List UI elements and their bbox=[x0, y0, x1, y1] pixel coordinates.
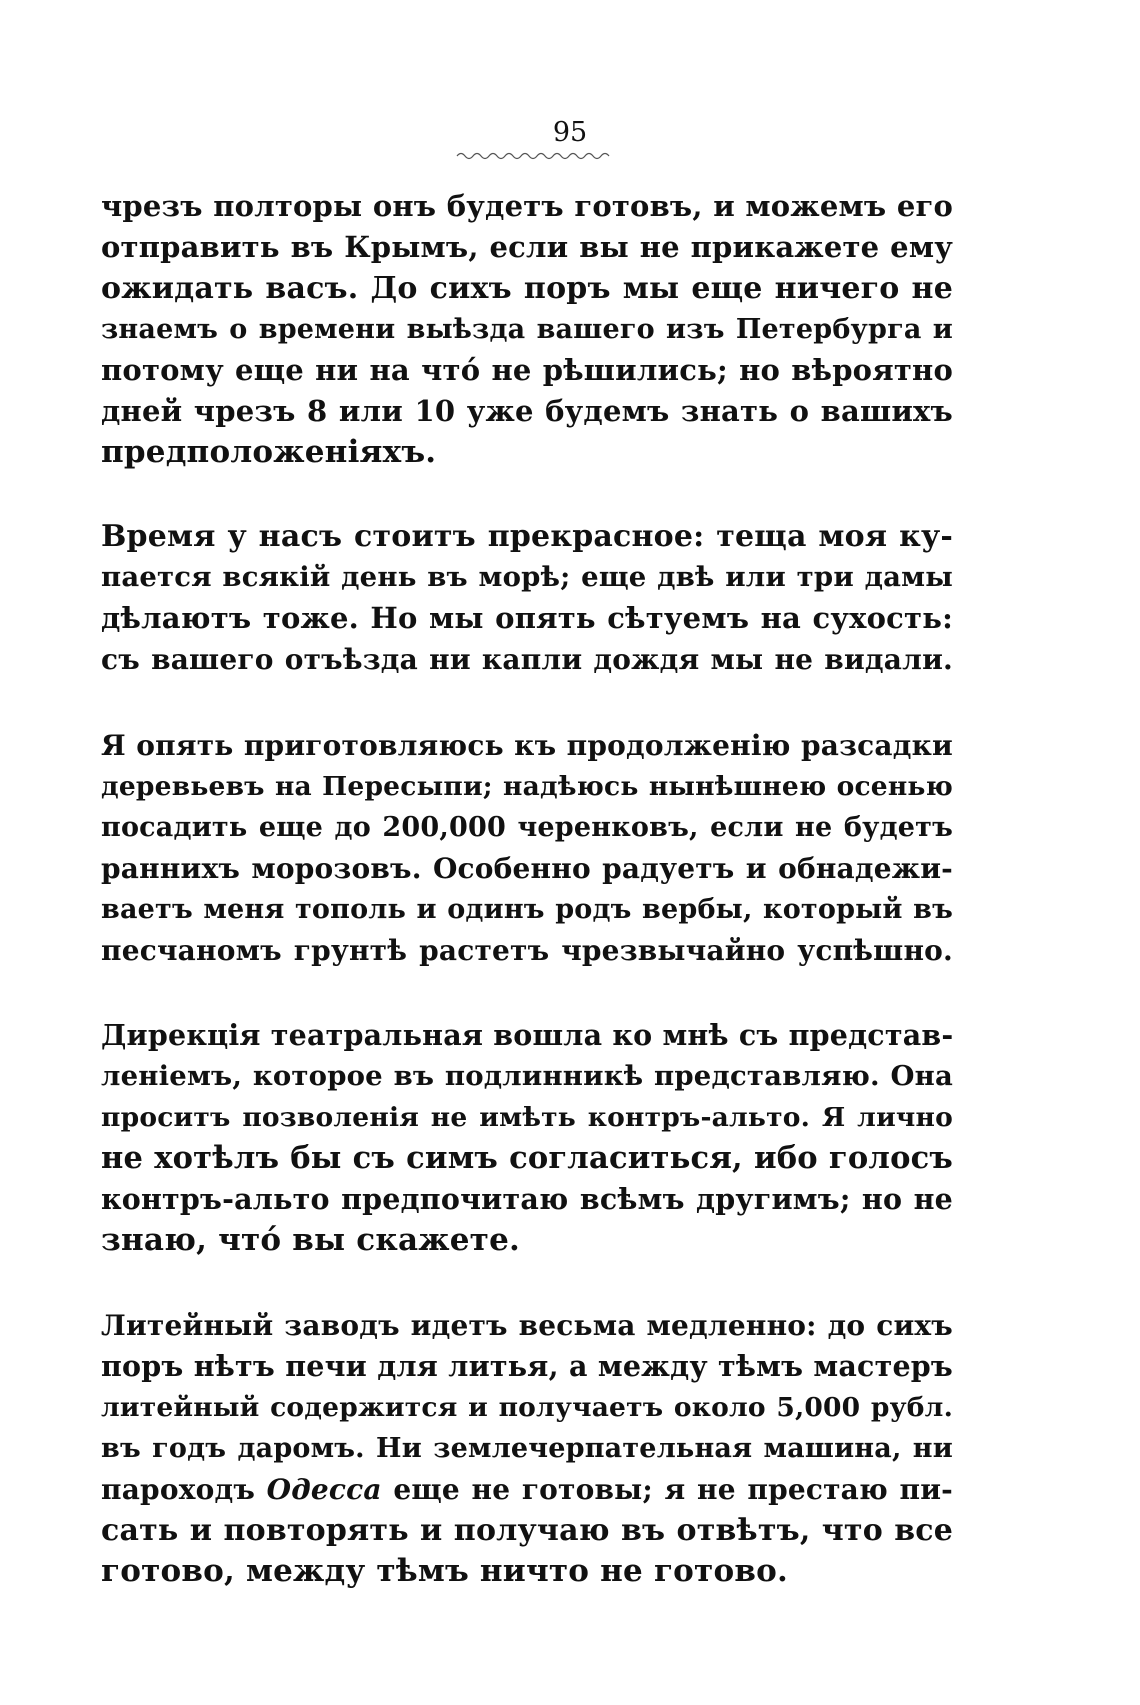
paragraph-1 bbox=[101, 186, 953, 473]
text-line: знаю, чтó вы скажете. bbox=[101, 1222, 521, 1258]
wavy-ornament bbox=[455, 150, 615, 162]
text-line: готово, между тѣмъ ничто не готово. bbox=[101, 1553, 788, 1589]
text-line: леніемъ, которое въ подлинникѣ представляю. Она bbox=[101, 1060, 953, 1092]
paragraph-spacer bbox=[101, 971, 953, 1015]
text-body bbox=[101, 186, 953, 1592]
text-line: дѣлаютъ тоже. Но мы опять сѣтуемъ на сухость: bbox=[101, 601, 953, 635]
text-line: ваетъ меня тополь и одинъ родъ вербы, который въ bbox=[101, 894, 953, 925]
text-line: знаемъ о времени выѣзда вашего изъ Петербурга и bbox=[101, 314, 953, 345]
paragraph-5 bbox=[101, 1305, 953, 1592]
text-line: не хотѣлъ бы съ симъ согласиться, ибо голосъ bbox=[101, 1140, 953, 1176]
text-line: отправить въ Крымъ, если вы не прикажете ему bbox=[101, 230, 953, 264]
text-segment: пароходъ bbox=[101, 1473, 267, 1506]
text-line-with-italic bbox=[101, 1469, 953, 1510]
paragraph-3 bbox=[101, 725, 953, 971]
paragraph-4 bbox=[101, 1015, 953, 1261]
page-number: 95 bbox=[552, 117, 588, 148]
paragraph-2 bbox=[101, 516, 953, 680]
text-line: деревьевъ на Пересыпи; надѣюсь нынѣшнею осенью bbox=[101, 771, 953, 802]
text-line: песчаномъ грунтѣ растетъ чрезвычайно успѣшно. bbox=[101, 934, 953, 967]
text-line: поръ нѣтъ печи для литья, а между тѣмъ мастеръ bbox=[101, 1349, 953, 1383]
text-line: съ вашего отъѣзда ни капли дождя мы не видали. bbox=[101, 643, 953, 676]
text-line: пается всякій день въ морѣ; еще двѣ или три дамы bbox=[101, 561, 953, 593]
paragraph-spacer bbox=[101, 680, 953, 725]
text-line: предположеніяхъ. bbox=[101, 434, 437, 470]
text-line: чрезъ полторы онъ будетъ готовъ, и можемъ его bbox=[101, 189, 953, 223]
paragraph-spacer bbox=[101, 473, 953, 516]
text-line: въ годъ даромъ. Ни землечерпательная машина, ни bbox=[101, 1433, 953, 1464]
text-line: посадить еще до 200,000 черенковъ, если не будетъ bbox=[101, 812, 953, 843]
text-line: раннихъ морозовъ. Особенно радуетъ и обнадежи- bbox=[101, 852, 953, 885]
text-line: Дирекція театральная вошла ко мнѣ съ представ- bbox=[101, 1018, 954, 1052]
text-line: Я опять приготовляюсь къ продолженію разсадки bbox=[101, 729, 953, 762]
text-line: дней чрезъ 8 или 10 уже будемъ знать о вашихъ bbox=[101, 394, 953, 428]
text-line: контръ-альто предпочитаю всѣмъ другимъ; но не bbox=[101, 1182, 953, 1216]
ship-name-italic: Одесса bbox=[266, 1473, 382, 1506]
paragraph-spacer bbox=[101, 1261, 953, 1305]
text-line: потому еще ни на чтó не рѣшились; но вѣроятно bbox=[101, 353, 953, 387]
text-segment: еще не готовы; я не престаю пи- bbox=[381, 1473, 954, 1506]
text-line: сать и повторять и получаю въ отвѣтъ, что все bbox=[101, 1513, 953, 1548]
text-line: Литейный заводъ идетъ весьма медленно: до сихъ bbox=[101, 1309, 953, 1342]
text-line: проситъ позволенія не имѣть контръ-альто. Я лично bbox=[101, 1102, 953, 1133]
text-line: Время у насъ стоитъ прекрасное: теща моя ку- bbox=[101, 519, 953, 554]
text-line: литейный содержится и получаетъ около 5,000 рубл. bbox=[101, 1392, 953, 1423]
text-line: ожидать васъ. До сихъ поръ мы еще ничего не bbox=[101, 271, 953, 306]
